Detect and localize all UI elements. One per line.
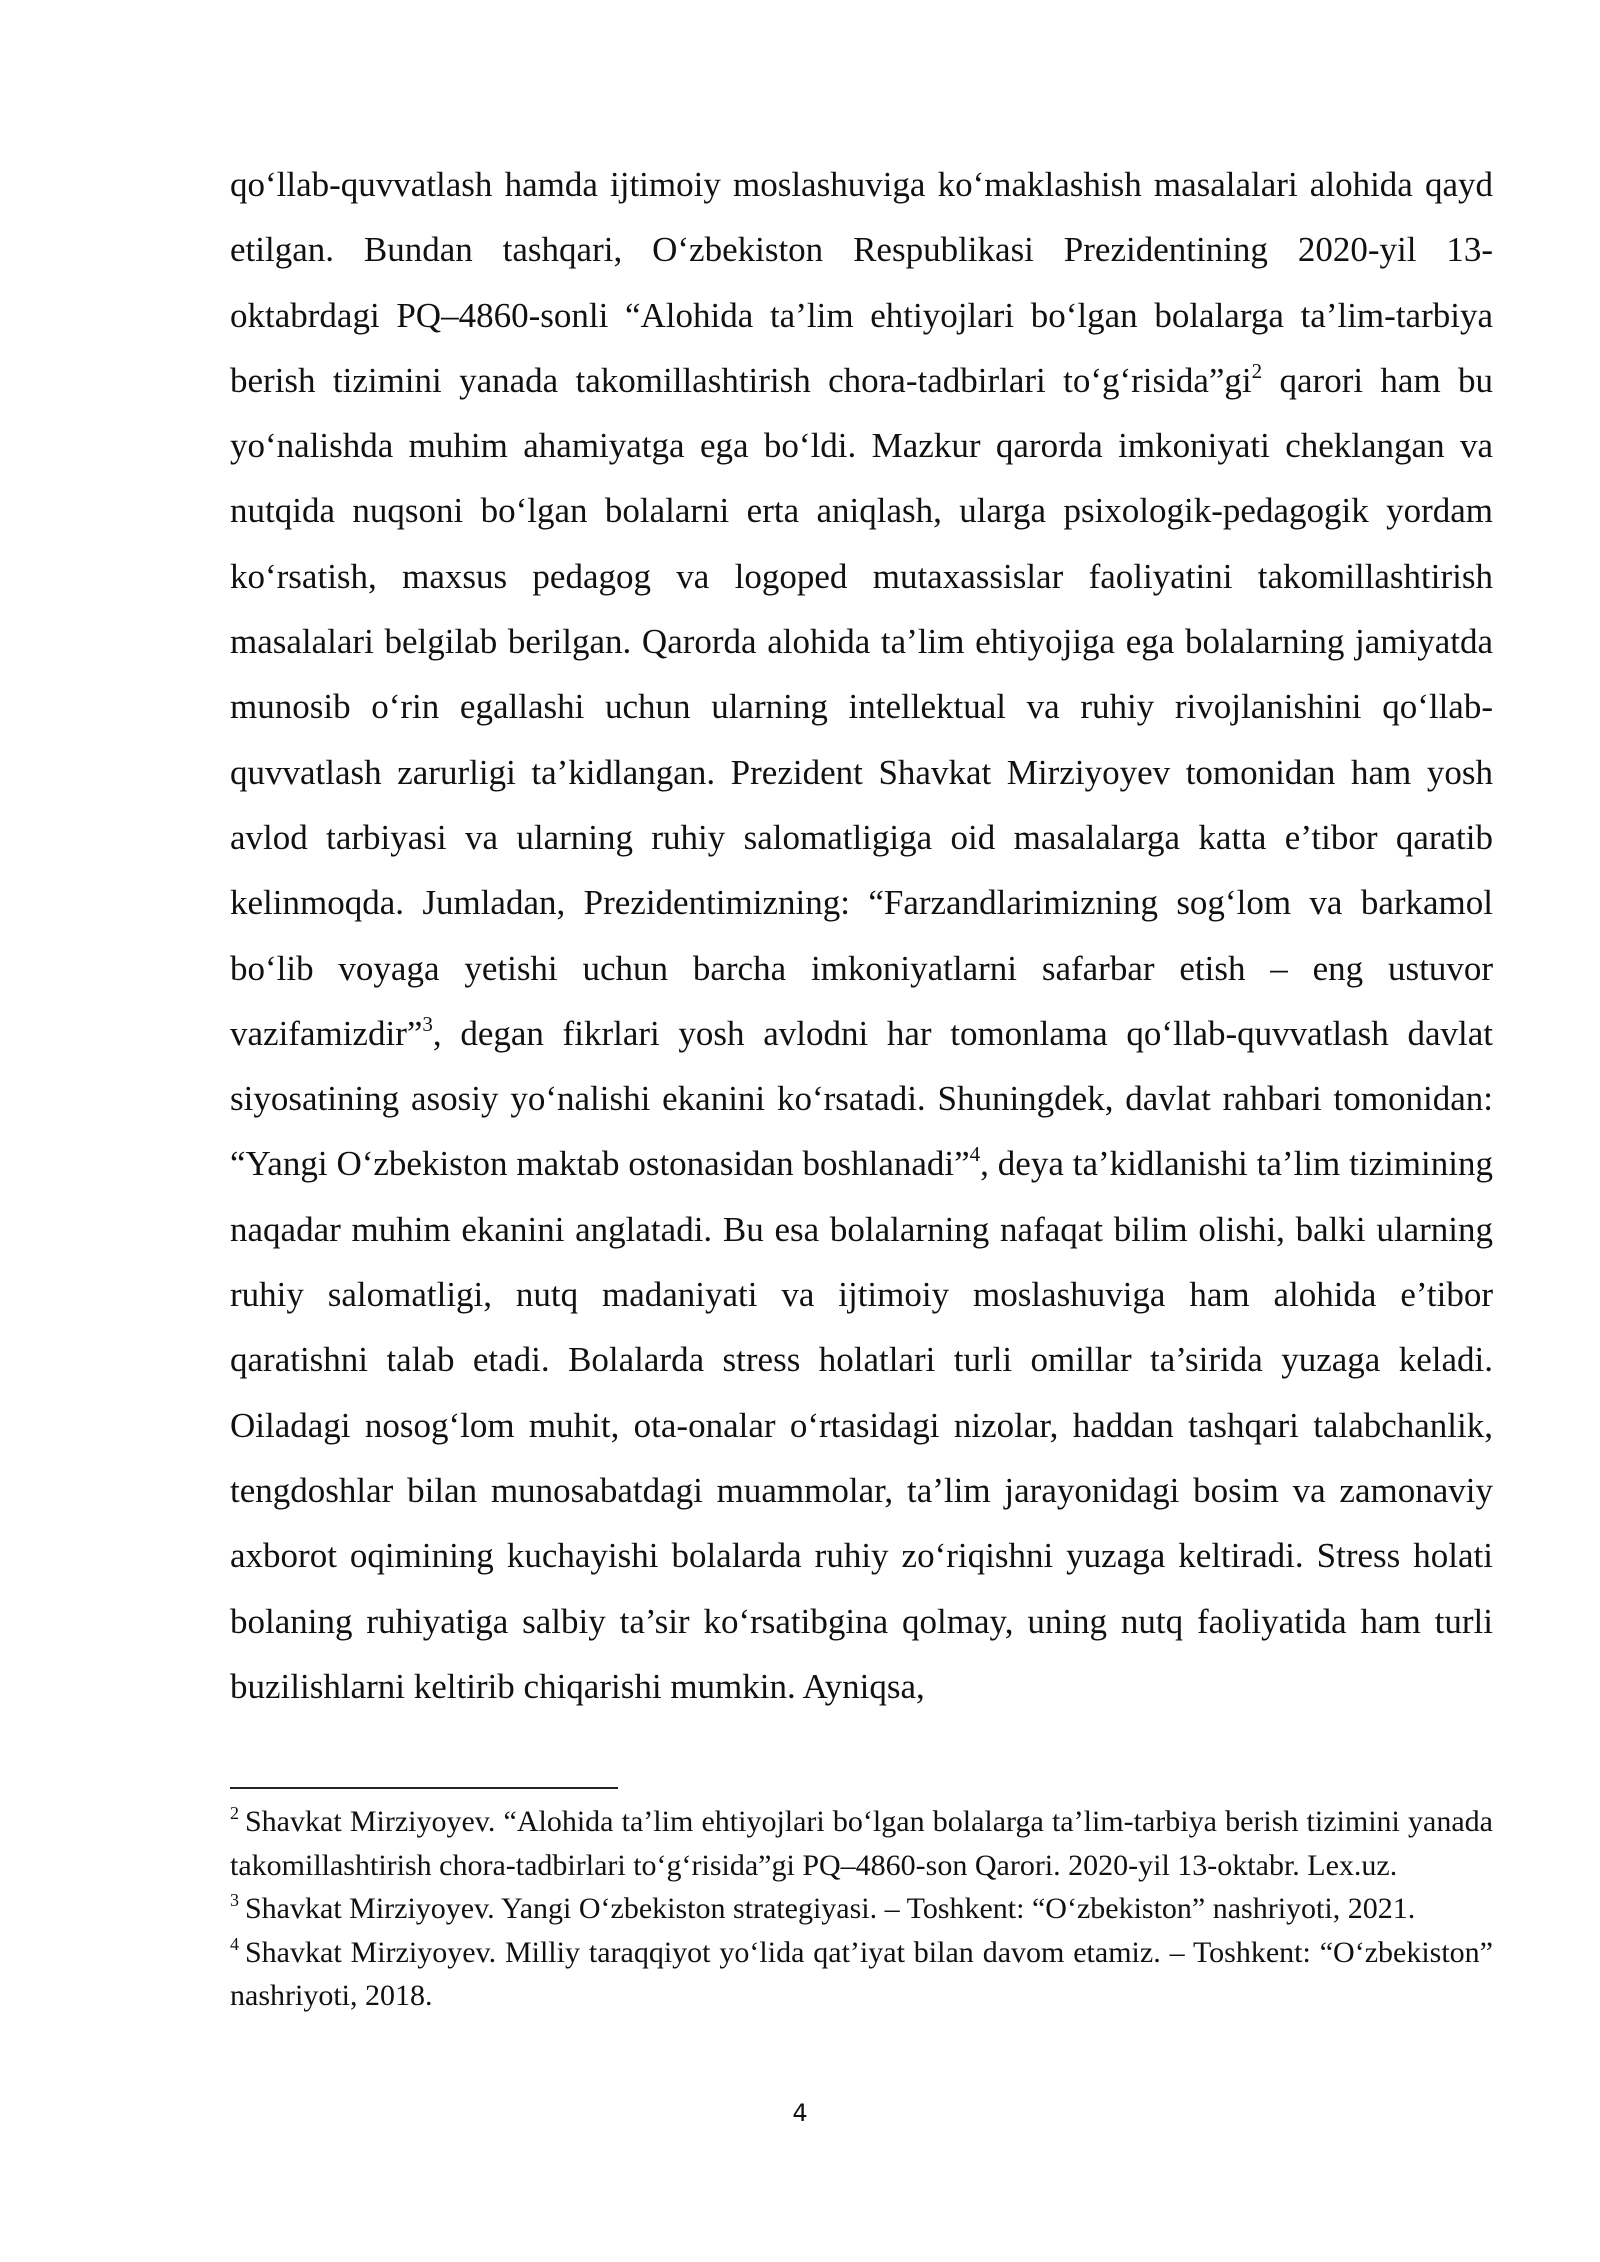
footnote-text: Shavkat Mirziyoyev. Yangi O‘zbekiston strategiyasi. – Toshkent: “O‘zbekiston” nashriyoti, 2021.: [245, 1892, 1416, 1925]
footnote-2: [230, 1800, 1493, 1887]
footnote-4: [230, 1931, 1493, 2018]
footnote-ref-4[interactable]: 4: [969, 1142, 981, 1167]
page-number: 4: [792, 2099, 808, 2127]
footnote-3: [230, 1887, 1493, 1931]
footnote-separator: [230, 1787, 618, 1789]
footnote-mark: 4: [230, 1933, 239, 1954]
body-text-segment-2: qarori ham bu yo‘nalishda muhim ahamiyatga ega bo‘ldi. Mazkur qarorda imkoniyati cheklangan va nutqida nuqsoni bo‘lgan bolalarni erta aniqlash, ularga psixologik-pedagogik yordam ko‘rsatish, maxsus pedagog va logoped mutaxassislar faoliyatini takomillashtirish masalalari belgilab berilgan. Qarorda alohida ta’lim ehtiyojiga ega bolalarning jamiyatda munosib o‘rin egallashi uchun ularning intellektual va ruhiy rivojlanishini qo‘llab-quvvatlash zarurligi ta’kidlangan. Prezident Shavkat Mirziyoyev tomonidan ham yosh avlod tarbiyasi va ularning ruhiy salomatligiga oid masalalarga katta e’tibor qaratib kelinmoqda. Jumladan, Prezidentimizning: “Farzandlarimizning sog‘lom va barkamol bo‘lib voyaga yetishi uchun barcha imkoniyatlarni safarbar etish – eng ustuvor vazifamizdir”: [230, 360, 1493, 1053]
footnotes-section: [230, 1800, 1493, 2018]
footnote-mark: 3: [230, 1890, 239, 1910]
footnote-ref-2[interactable]: 2: [1251, 358, 1263, 383]
footnote-text: Shavkat Mirziyoyev. Milliy taraqqiyot yo‘lida qat’iyat bilan davom etamiz. – Toshkent: “O‘zbekiston” nashriyoti, 2018.: [230, 1935, 1493, 2012]
body-text-segment-4: , deya ta’kidlanishi ta’lim tizimining naqadar muhim ekanini anglatadi. Bu esa bolalarning nafaqat bilim olishi, balki ularning ruhiy salomatligi, nutq madaniyati va ijtimoiy moslashuviga ham alohida e’tibor qaratishni talab etadi. Bolalarda stress holatlari turli omillar ta’sirida yuzaga keladi. Oiladagi nosog‘lom muhit, ota-onalar o‘rtasidagi nizolar, haddan tashqari talabchanlik, tengdoshlar bilan munosabatdagi muammolar, ta’lim jarayonidagi bosim va zamonaviy axborot oqimining kuchayishi bolalarda ruhiy zo‘riqishni yuzaga keltiradi. Stress holati bolaning ruhiyatiga salbiy ta’sir ko‘rsatibgina qolmay, uning nutq faoliyatida ham turli buzilishlarni keltirib chiqarishi mumkin. Ayniqsa,: [230, 1144, 1493, 1706]
body-text-segment-3: , degan fikrlari yosh avlodni har tomonlama qo‘llab-quvvatlash davlat siyosatining asosiy yo‘nalishi ekanini ko‘rsatadi. Shuningdek, davlat rahbari tomonidan: “Yangi O‘zbekiston maktab ostonasidan boshlanadi”: [230, 1013, 1493, 1184]
footnote-text: Shavkat Mirziyoyev. “Alohida ta’lim ehtiyojlari bo‘lgan bolalarga ta’lim-tarbiya berish tizimini yanada takomillashtirish chora-tadbirlari to‘g‘risida”gi PQ–4860-son Qarori. 2020-yil 13-oktabr. Lex.uz.: [230, 1805, 1493, 1882]
body-paragraph: [230, 152, 1493, 1719]
footnote-mark: 2: [230, 1803, 239, 1823]
body-text-segment-1: qo‘llab-quvvatlash hamda ijtimoiy moslashuviga ko‘maklashish masalalari alohida qayd etilgan. Bundan tashqari, O‘zbekiston Respublikasi Prezidentining 2020-yil 13-oktabrdagi PQ–4860-sonli “Alohida ta’lim ehtiyojlari bo‘lgan bolalarga ta’lim-tarbiya berish tizimini yanada takomillashtirish chora-tadbirlari to‘g‘risida”gi: [230, 165, 1493, 400]
footnote-ref-3[interactable]: 3: [422, 1011, 433, 1036]
